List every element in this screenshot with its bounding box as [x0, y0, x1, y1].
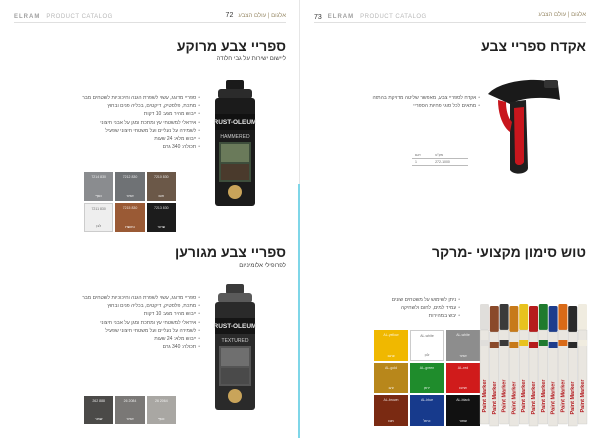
page-header-right	[226, 12, 286, 19]
color-swatch: AL-white לבן	[410, 330, 444, 361]
color-swatch: 7212 830 אפור	[115, 172, 144, 201]
color-swatch: AL-brown חום	[374, 395, 408, 426]
bullet-item: • ייבוש מהיר מגע: 10 דקות	[30, 110, 200, 118]
bullet-item: • עמיד למים, לחום ולשחיקה	[320, 304, 460, 312]
bullet-item: • אידאלי למשטחי עץ ומתכת ומגן על אבני חיצוני	[30, 319, 200, 327]
table-cell: 272-1000	[432, 159, 468, 166]
paint-marker	[490, 306, 499, 426]
marker-label: Paint Marker	[511, 381, 518, 415]
page-header	[314, 12, 427, 22]
color-swatch: AL-blue כחול	[410, 395, 444, 426]
markers-bullets	[320, 296, 460, 321]
color-swatch: 7211 830 לבן	[84, 203, 113, 232]
marker-label: Paint Marker	[482, 379, 488, 413]
paint-marker	[578, 304, 587, 424]
bullet-item: • יבש במהירות	[320, 312, 460, 320]
paint-marker	[480, 304, 489, 424]
color-swatch: 7210 830 חום	[147, 172, 176, 201]
paint-marker	[549, 306, 558, 426]
marker-label: Paint Marker	[521, 379, 528, 413]
trigger-bullets	[320, 94, 480, 110]
trigger-spec-table	[412, 152, 468, 166]
page-number: 73	[314, 13, 322, 21]
paint-marker	[500, 304, 509, 424]
header-divider	[314, 22, 586, 23]
bullet-item: • ספריי מדוגג, עשוי לשפרת הגנה וחיכוכיות לשטחים מבר	[30, 294, 200, 302]
hammered-spray-can-image	[212, 80, 258, 208]
can-brand-label: RUST-OLEUM	[213, 323, 257, 330]
bullet-item: • אקדח לספריי צבע, מאפשר שליטה מדויקת בהתזה	[320, 94, 480, 102]
bullet-item: • אידאלי למשטחי עץ ומתכת ומגן על אבני חיצוני	[30, 119, 200, 127]
paint-marker	[509, 306, 518, 426]
page-edge-mark	[298, 184, 300, 438]
section-title-trigger: אקדח ספריי צבע	[481, 38, 586, 54]
section-title-textured: ספריי צבע מגורען	[175, 244, 286, 260]
color-swatch: AL-black שחור	[446, 395, 480, 426]
color-swatch: AL-red אדום	[446, 363, 480, 394]
marker-label: Paint Marker	[531, 381, 537, 415]
marker-label: Paint Marker	[580, 379, 586, 413]
marker-label: Paint Marker	[491, 381, 498, 415]
textured-color-swatches	[84, 396, 176, 424]
color-swatch: 7213 830 שחור	[147, 203, 176, 232]
color-swatch: 262 888 שחור	[84, 396, 113, 424]
paint-markers-image	[478, 300, 588, 430]
table-cell: מק"ט	[432, 152, 468, 159]
catalog-title: אלגום | עולם הצבע	[538, 12, 586, 18]
bullet-item: • מתאים לכל סוגי פחיות הספריי	[320, 102, 480, 110]
textured-bullets	[30, 294, 200, 351]
brand-subtitle: PRODUCT CATALOG	[46, 14, 113, 20]
bullet-item: • לשמירה על נעליים ועל משטחי חיצוני שפעיל	[30, 327, 200, 335]
marker-color-swatches	[374, 330, 480, 426]
brand-logo: ELRAM	[14, 14, 41, 20]
color-swatch: 26 2064 כסף	[147, 396, 176, 424]
right-page	[300, 0, 600, 438]
bullet-item: • ייבוש מלא: 24 שעות	[30, 135, 200, 143]
catalog-title: אלגום | עולם הצבע	[238, 12, 286, 19]
header-divider	[14, 22, 286, 23]
paint-marker	[558, 304, 567, 424]
table-cell: 1	[412, 159, 432, 166]
paint-marker	[539, 304, 548, 424]
paint-marker	[529, 306, 538, 426]
bullet-item: • ייבוש מלא: 24 שעות	[30, 335, 200, 343]
brand-logo: ELRAM	[327, 14, 355, 20]
section-subtitle-textured: לפרופילי אלומיניום	[239, 263, 286, 269]
color-swatch: AL-white אפור	[446, 330, 480, 361]
spray-trigger-gun-image	[480, 70, 566, 178]
marker-label: Paint Marker	[570, 381, 577, 415]
table-row	[412, 159, 468, 166]
hammered-bullets	[30, 94, 200, 151]
can-type-label: TEXTURED	[221, 338, 249, 344]
paint-marker	[519, 304, 528, 424]
bullet-item: • תכולה: 340 גרם	[30, 143, 200, 151]
bullet-item: • ספריי מדוגג, עשוי לשפרת הגנה וחיכוכיות לשטחים מבר	[30, 94, 200, 102]
bullet-item: • ניתן לשימוש על משטחים שונים	[320, 296, 460, 304]
page-header	[14, 12, 119, 22]
bullet-item: • מתכת, פלסטיק, דיקטים, בכליה פנים ובחוץ	[30, 102, 200, 110]
paint-marker	[568, 306, 577, 426]
bullet-item: • ייבוש מהיר מגע: 10 דקות	[30, 310, 200, 318]
can-type-label: HAMMERED	[220, 134, 250, 140]
color-swatch: AL-gold זהב	[374, 363, 408, 394]
color-swatch: 26 2084 אפור	[115, 396, 144, 424]
color-swatch: 7214 830 כסף	[84, 172, 113, 201]
hammered-color-swatches	[84, 172, 176, 232]
section-title-markers: טוש סימון מקצועי -מרקר	[431, 244, 586, 260]
bullet-item: • מתכת, פלסטיק, דיקטים, בכליה פנים ובחוץ	[30, 302, 200, 310]
marker-label: Paint Marker	[560, 379, 567, 413]
marker-label: Paint Marker	[501, 379, 508, 413]
section-subtitle-hammered: ליישום ישירות על גבי חלודה	[216, 56, 286, 62]
table-cell: דגם	[412, 152, 432, 159]
color-swatch: AL-yellow צהוב	[374, 330, 408, 361]
can-brand-label: RUST-OLEUM	[213, 119, 257, 126]
color-swatch: 7215 830 נחושת	[115, 203, 144, 232]
bullet-item: • תכולה: 340 גרם	[30, 343, 200, 351]
brand-subtitle: PRODUCT CATALOG	[360, 14, 427, 20]
marker-label: Paint Marker	[550, 381, 557, 415]
color-swatch: AL-green ירוק	[410, 363, 444, 394]
marker-label: Paint Marker	[540, 379, 547, 413]
page-number: 72	[225, 12, 234, 19]
section-title-hammered: ספריי צבע מרוקע	[176, 38, 286, 54]
textured-spray-can-image	[212, 284, 258, 412]
bullet-item: • לשמירה על נעליים ועל משטחי חיצוני שפעיל	[30, 127, 200, 135]
